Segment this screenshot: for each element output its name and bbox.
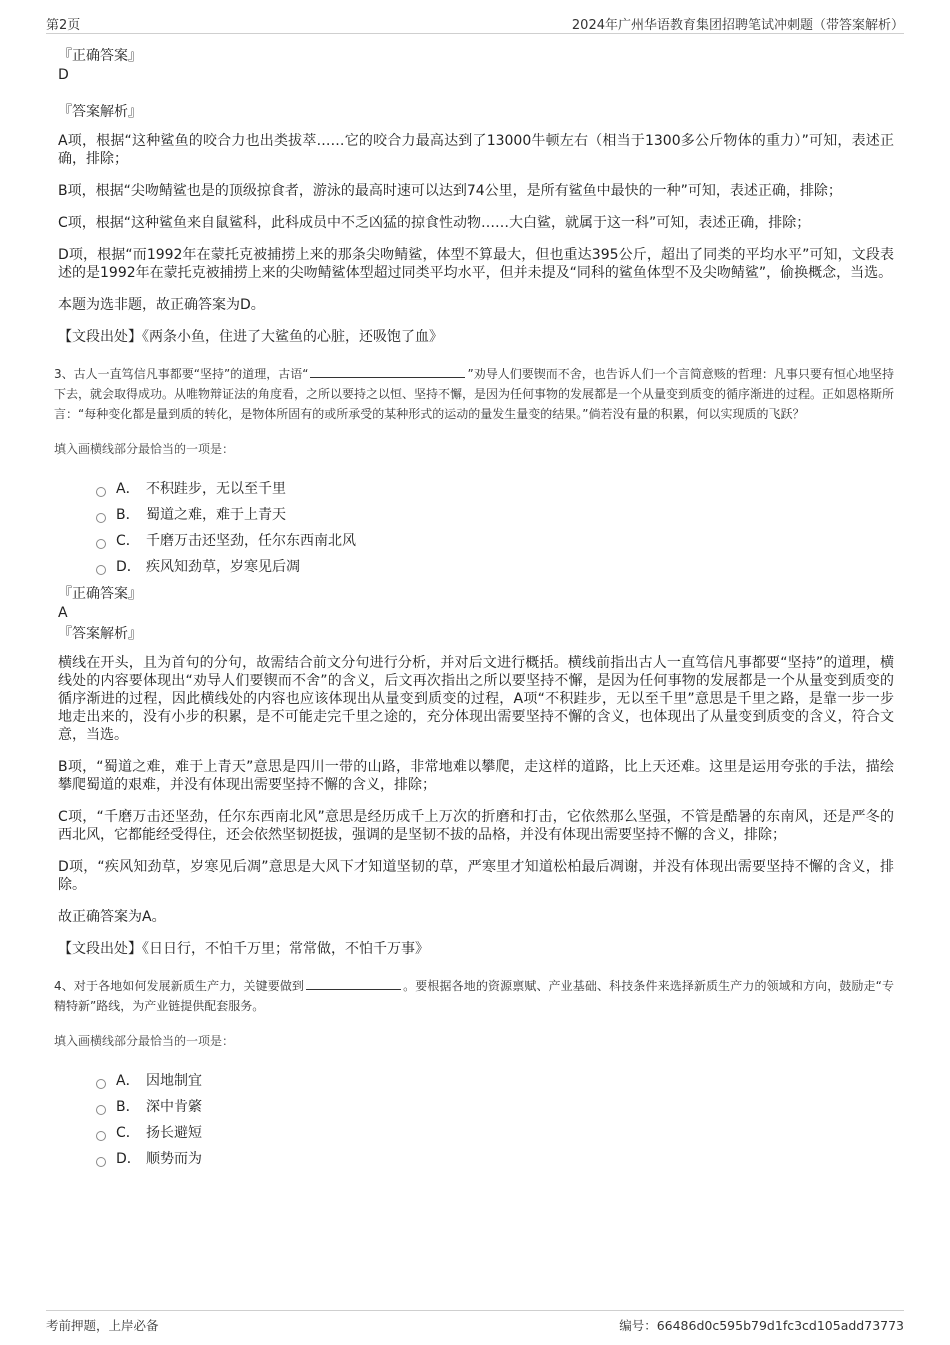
source-prefix: 【文段出处】	[58, 329, 142, 345]
q4-option-a[interactable]: A． 因地制宜	[96, 1068, 894, 1094]
q4-options	[96, 1068, 894, 1172]
q4-stem	[54, 976, 894, 1016]
radio-icon[interactable]	[96, 1079, 106, 1089]
footer-slogan: 考前押题，上岸必备	[46, 1318, 159, 1333]
q3-analysis-a: 横线在开头，且为首句的分句，故需结合前文分句进行分析，并对后文进行概括。横线前指出古人一直笃信凡事都要“坚持”的道理，横线处的内容要体现出“劝导人们要锲而不舍”的含义，后文再次指出之所以要坚持不懈，是因为任何事物的发展都是一个从量变到质变的循序渐进的过程，因此横线处的内容也应该体现出从量变到质变的过程，A项“不积跬步，无以至千里”意思是千里之路，是靠一步一步地走出来的，没有小步的积累，是不可能走完千里之途的，充分体现出需要坚持不懈的含义，也体现出了从量变到质变的含义，符合文意，当选。	[58, 655, 894, 743]
q3-option-b[interactable]: B． 蜀道之难，难于上青天	[96, 502, 894, 528]
q3-analysis-b: B项，“蜀道之难，难于上青天”意思是四川一带的山路，非常地难以攀爬，走这样的道路，比上天还难。这里是运用夸张的手法，描绘攀爬蜀道的艰难，并没有体现出需要坚持不懈的含义，排除；	[58, 759, 894, 793]
q3-analysis-d: D项，“疾风知劲草，岁寒见后凋”意思是大风下才知道坚韧的草，严寒里才知道松柏最后凋谢，并没有体现出需要坚持不懈的含义，排除。	[58, 859, 894, 893]
radio-icon[interactable]	[96, 1157, 106, 1167]
q3-text-before: 3、古人一直笃信凡事都要“坚持”的道理，古语“	[54, 367, 309, 381]
q3-source	[58, 940, 894, 958]
correct-answer-label: 『正确答案』	[58, 586, 142, 602]
q4-option-d[interactable]: D． 顺势而为	[96, 1146, 894, 1172]
q2-analysis-a: A项，根据“这种鲨鱼的咬合力也出类拔萃……它的咬合力最高达到了13000牛顿左右（相当于1300多公斤物体的重力）”可知，表述正确，排除；	[58, 133, 894, 167]
q3-analysis-c: C项，“千磨万击还坚劲，任尔东西南北风”意思是经历成千上万次的折磨和打击，它依然那么坚强，不管是酷暑的东南风，还是严冬的西北风，它都能经受得住，还会依然坚韧挺拔，强调的是坚韧不拔的品格，并没有体现出需要坚持不懈的含义，排除；	[58, 809, 894, 843]
q3-option-c[interactable]: C． 千磨万击还坚劲，任尔东西南北风	[96, 528, 894, 554]
q4-blank	[306, 976, 401, 990]
radio-icon[interactable]	[96, 487, 106, 497]
radio-icon[interactable]	[96, 565, 106, 575]
q4-option-b[interactable]: B． 深中肯綮	[96, 1094, 894, 1120]
code-value: 66486d0c595b79d1fc3cd105add73773	[656, 1318, 904, 1333]
q2-conclusion: 本题为选非题，故正确答案为D。	[58, 297, 265, 313]
analysis-label: 『答案解析』	[58, 626, 142, 642]
q3-answer: A	[58, 605, 68, 621]
q3-option-d[interactable]: D． 疾风知劲草，岁寒见后凋	[96, 554, 894, 580]
q4-option-c[interactable]: C． 扬长避短	[96, 1120, 894, 1146]
document-code: 编号：66486d0c595b79d1fc3cd105add73773	[619, 1318, 904, 1333]
q3-prompt: 填入画横线部分最恰当的一项是：	[54, 442, 235, 456]
q2-analysis-b: B项，根据“尖吻鲭鲨也是的顶级掠食者，游泳的最高时速可以达到74公里，是所有鲨鱼中最快的一种”可知，表述正确，排除；	[58, 183, 842, 199]
q3-stem	[54, 364, 894, 424]
q3-conclusion: 故正确答案为A。	[58, 909, 166, 925]
document-title: 2024年广州华语教育集团招聘笔试冲刺题（带答案解析）	[571, 18, 904, 33]
radio-icon[interactable]	[96, 1105, 106, 1115]
q2-source	[58, 328, 894, 346]
q2-analysis-d: D项，根据“而1992年在蒙托克被捕捞上来的那条尖吻鲭鲨，体型不算最大，但也重达395公斤，超出了同类的平均水平”可知，文段表述的是1992年在蒙托克被捕捞上来的尖吻鲭鲨体型超过同类平均水平，但并未提及“同科的鲨鱼体型不及尖吻鲭鲨”，偷换概念，当选。	[58, 247, 894, 281]
q3-blank	[310, 364, 465, 378]
page-number: 第2页	[46, 18, 81, 33]
q3-option-a[interactable]: A． 不积跬步，无以至千里	[96, 476, 894, 502]
q3-text-after: ”劝导人们要锲而不舍，也告诉人们一个言简意赅的哲理：凡事只要有恒心地坚持下去，就会取得成功。从唯物辩证法的角度看，之所以要持之以恒、坚持不懈，是因为任何事物的发展都是一个从量变到质变的循序渐进的过程。正如恩格斯所言：“每种变化都是量到质的转化，是物体所固有的或所承受的某种形式的运动的量发生量变的结果。”倘若没有量的积累，何以实现质的飞跃？	[54, 367, 895, 421]
q2-analysis-c: C项，根据“这种鲨鱼来自鼠鲨科，此科成员中不乏凶猛的掠食性动物……大白鲨，就属于这一科”可知，表述正确，排除；	[58, 215, 811, 231]
page-header	[46, 11, 904, 34]
q3-source-title: 《日日行，不怕千万里；常常做，不怕千万事》	[142, 941, 429, 957]
q4-text-before: 4、对于各地如何发展新质生产力，关键要做到	[54, 979, 305, 993]
page-content	[54, 46, 895, 1176]
q2-source-title: 《两条小鱼，住进了大鲨鱼的心脏，还吸饱了血》	[142, 329, 443, 345]
analysis-label: 『答案解析』	[58, 104, 142, 120]
radio-icon[interactable]	[96, 539, 106, 549]
source-prefix: 【文段出处】	[58, 941, 142, 957]
correct-answer-label: 『正确答案』	[58, 48, 142, 64]
q4-text-after: 。要根据各地的资源禀赋、产业基础、科技条件来选择新质生产力的领域和方向，鼓励走“专精特新”路线，为产业链提供配套服务。	[54, 979, 894, 1013]
q3-options	[96, 476, 894, 580]
q4-prompt: 填入画横线部分最恰当的一项是：	[54, 1034, 235, 1048]
radio-icon[interactable]	[96, 1131, 106, 1141]
radio-icon[interactable]	[96, 513, 106, 523]
page-footer	[46, 1310, 904, 1335]
q2-answer: D	[58, 67, 69, 83]
